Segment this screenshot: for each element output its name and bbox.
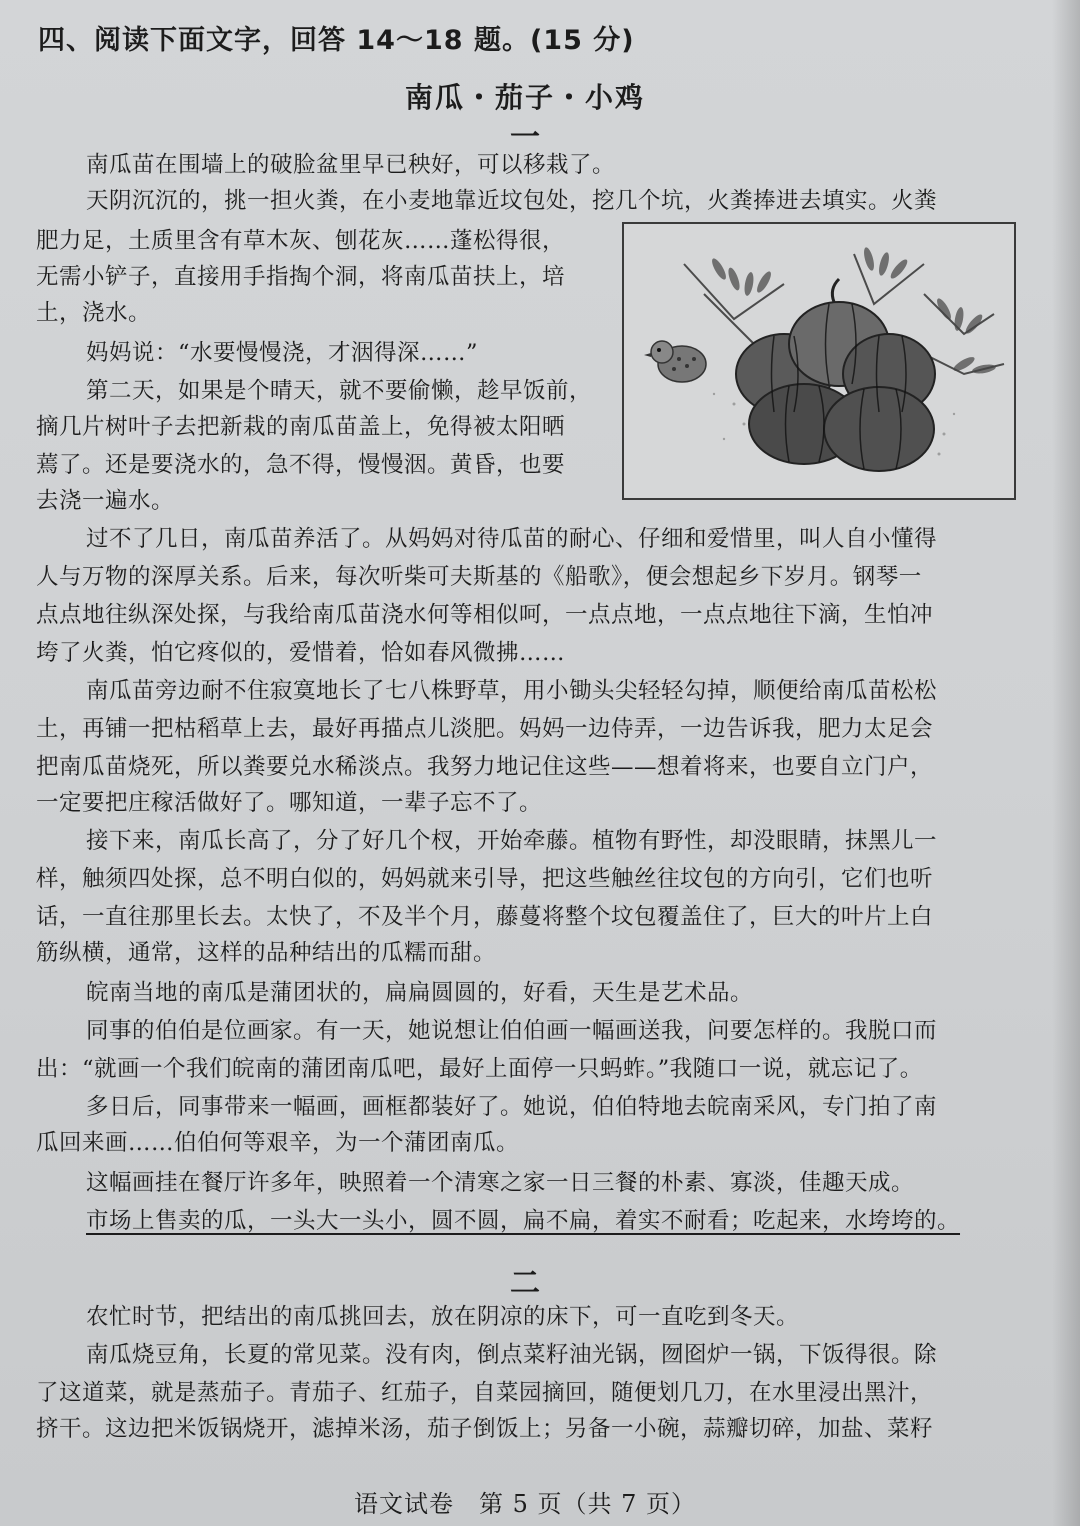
pumpkin-chick-illustration — [622, 222, 1016, 500]
paragraph-line: 土，再铺一把枯稻草上去，最好再描点儿淡肥。妈妈一边侍弄，一边告诉我，肥力太足会 — [36, 716, 934, 742]
part-number-two: 二 — [510, 1266, 540, 1301]
page-edge-shadow — [1052, 0, 1080, 1526]
paragraph-line: 人与万物的深厚关系。后来，每次听柴可夫斯基的《船歌》，便会想起乡下岁月。钢琴一 — [36, 564, 922, 590]
paragraph-line: 接下来，南瓜长高了，分了好几个杈，开始牵藤。植物有野性，却没眼睛，抹黑儿一 — [86, 828, 938, 854]
paragraph-line: 第二天，如果是个晴天，就不要偷懒，趁早饭前， — [86, 378, 593, 404]
paragraph-line: 样，触须四处探，总不明白似的，妈妈就来引导，把这些触丝往坟包的方向引，它们也听 — [36, 866, 934, 892]
paragraph-line: 瓜回来画……伯伯何等艰辛，为一个蒲团南瓜。 — [36, 1130, 520, 1156]
paragraph-line: 过不了几日，南瓜苗养活了。从妈妈对待瓜苗的耐心、仔细和爱惜里，叫人自小懂得 — [86, 526, 938, 552]
part-number-one: 一 — [510, 120, 540, 155]
paragraph-line: 无需小铲子，直接用手指掏个洞，将南瓜苗扶上，培 — [36, 264, 566, 290]
paragraph-line: 皖南当地的南瓜是蒲团状的，扁扁圆圆的，好看，天生是艺术品。 — [86, 980, 754, 1006]
paragraph-line: 点点地往纵深处探，与我给南瓜苗浇水何等相似呵，一点点地，一点点地往下滴，生怕冲 — [36, 602, 934, 628]
section-heading: 四、阅读下面文字，回答 14～18 题。(15 分) — [38, 25, 635, 56]
paragraph-line: 农忙时节，把结出的南瓜挑回去，放在阴凉的床下，可一直吃到冬天。 — [86, 1304, 800, 1330]
paragraph-line: 摘几片树叶子去把新栽的南瓜苗盖上，免得被太阳晒 — [36, 414, 566, 440]
paragraph-line: 南瓜苗在围墙上的破脸盆里早已秧好，可以移栽了。 — [86, 152, 616, 178]
page-footer: 语文试卷 第 5 页（共 7 页） — [353, 1490, 697, 1518]
paragraph-line: 了这道菜，就是蒸茄子。青茄子、红茄子，自菜园摘回，随便划几刀，在水里浸出黑汁， — [36, 1380, 934, 1406]
pumpkin-painting-image — [624, 224, 1014, 498]
paragraph-line: 蔫了。还是要浇水的，急不得，慢慢洇。黄昏，也要 — [36, 452, 566, 478]
paragraph-line: 同事的伯伯是位画家。有一天，她说想让伯伯画一幅画送我，问要怎样的。我脱口而 — [86, 1018, 938, 1044]
underlined-sentence: 市场上售卖的瓜，一头大一头小，圆不圆，扁不扁，着实不耐看；吃起来，水垮垮的。 — [86, 1208, 961, 1234]
paragraph-line: 南瓜苗旁边耐不住寂寞地长了七八株野草，用小锄头尖轻轻勾掉，顺便给南瓜苗松松 — [86, 678, 938, 704]
paragraph-line: 这幅画挂在餐厅许多年，映照着一个清寒之家一日三餐的朴素、寡淡，佳趣天成。 — [86, 1170, 915, 1196]
paragraph-line: 天阴沉沉的，挑一担火粪，在小麦地靠近坟包处，挖几个坑，火粪捧进去填实。火粪 — [86, 188, 938, 214]
paragraph-line: 土，浇水。 — [36, 300, 152, 326]
paragraph-line: 肥力足，土质里含有草木灰、刨花灰……蓬松得很， — [36, 228, 566, 254]
paragraph-line: 把南瓜苗烧死，所以粪要兑水稀淡点。我努力地记住这些——想着将来，也要自立门户， — [36, 754, 934, 780]
article-title: 南瓜・茄子・小鸡 — [404, 81, 645, 114]
paragraph-line: 一定要把庄稼活做好了。哪知道，一辈子忘不了。 — [36, 790, 543, 816]
paragraph-line: 多日后，同事带来一幅画，画框都装好了。她说，伯伯特地去皖南采风，专门拍了南 — [86, 1094, 938, 1120]
paragraph-line: 出：“就画一个我们皖南的蒲团南瓜吧，最好上面停一只蚂蚱。”我随口一说，就忘记了。 — [36, 1056, 923, 1082]
paragraph-line: 挤干。这边把米饭锅烧开，滤掉米汤，茄子倒饭上；另备一小碗，蒜瓣切碎，加盐、菜籽 — [36, 1416, 934, 1442]
paragraph-line: 话，一直往那里长去。太快了，不及半个月，藤蔓将整个坟包覆盖住了，巨大的叶片上白 — [36, 904, 934, 930]
paragraph-line: 妈妈说：“水要慢慢浇，才洇得深……” — [86, 340, 479, 366]
paragraph-line: 筋纵横，通常，这样的品种结出的瓜糯而甜。 — [36, 940, 497, 966]
paragraph-line: 去浇一遍水。 — [36, 488, 175, 514]
paragraph-line: 垮了火粪，怕它疼似的，爱惜着，恰如春风微拂…… — [36, 640, 566, 666]
paragraph-line: 南瓜烧豆角，长夏的常见菜。没有肉，倒点菜籽油光锅，囫囵炉一锅，下饭得很。除 — [86, 1342, 938, 1368]
